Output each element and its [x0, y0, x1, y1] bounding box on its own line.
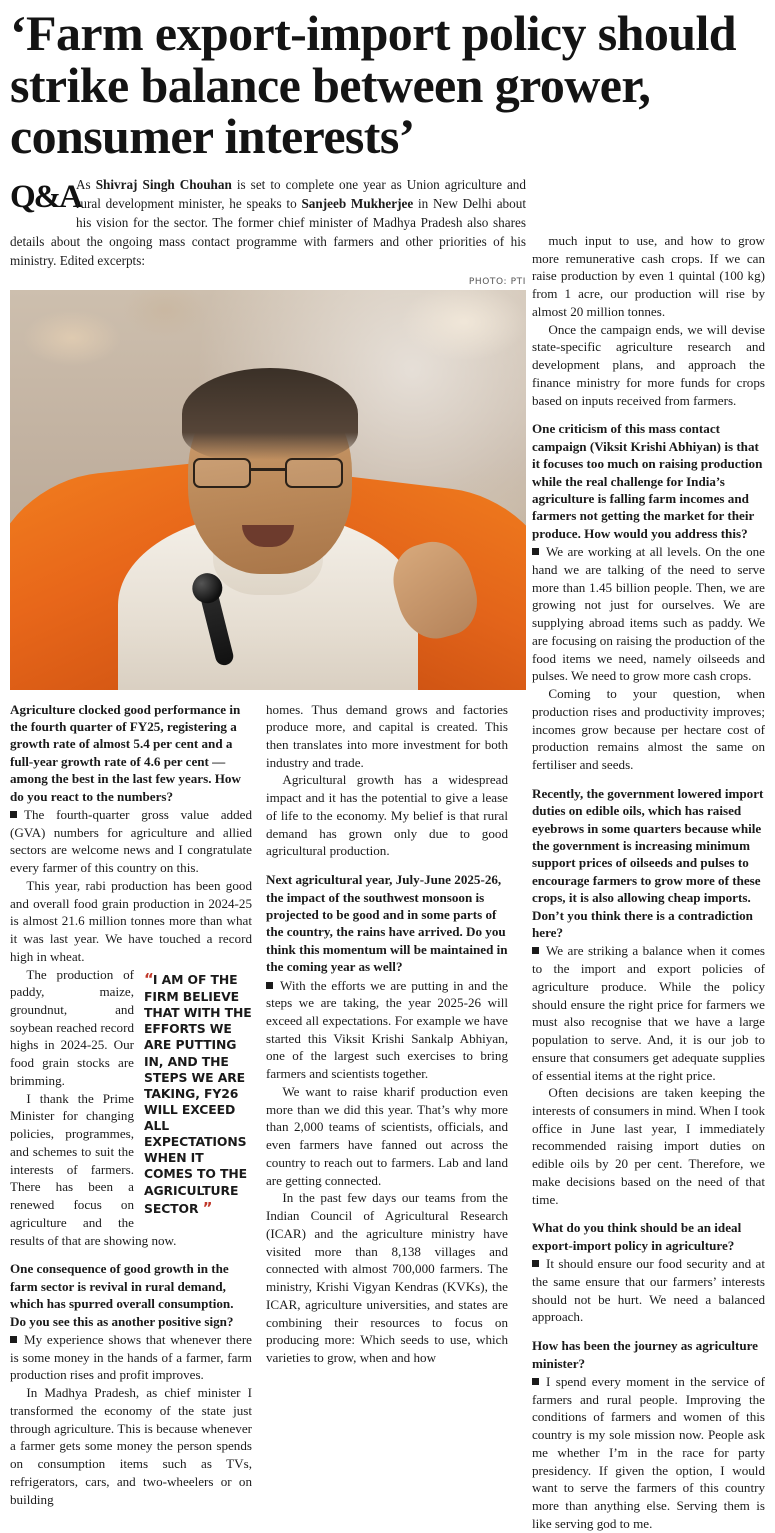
- answer-text: It should ensure our food security and at the same ensure that our farmers’ interests should not be hurt. We need a balanced approach.: [532, 1256, 765, 1325]
- question-heading: What do you think should be an ideal export-import policy in agriculture?: [532, 1220, 742, 1253]
- standfirst-block: [10, 175, 526, 270]
- question-heading: One criticism of this mass contact campaign (Viksit Krishi Abhiyan) is that it focuses too much on raising production while the real challenge for India’s agriculture is falling farm incomes and farmers not getting the market for their produce. How would you address this?: [532, 421, 763, 541]
- photo-glasses-bridge: [251, 468, 285, 471]
- paragraph: Often decisions are taken keeping the interests of consumers in mind. When I took office in June last year, I immediately recommended raising import duties on edible oils by 20 per cent. Therefore, we make decisions based on the need of that time.: [532, 1085, 765, 1207]
- answer-paragraph: [266, 977, 508, 1083]
- standfirst-text: As Shivraj Singh Chouhan is set to complete one year as Union agriculture and rural development minister, he speaks to Sanjeeb Mukherjee in New Delhi about his vision for the sector. The former chief minister of Madhya Pradesh also shares details about the ongoing mass contact programme with farmers and other priorities of his ministry. Edited excerpts:: [10, 176, 526, 268]
- column-2: [266, 701, 508, 1509]
- pull-quote: [144, 970, 252, 1219]
- pullquote-host: [10, 966, 252, 1250]
- question-heading: Recently, the government lowered import duties on edible oils, which has raised eyebrows in some quarters because while the government is increasing minimum support prices of oilseeds and pulses to encourage farmers to grow more of these crops, it is also allowing cheap imports. Don’t you think there is a contradiction here?: [532, 785, 764, 940]
- photo-glasses: [193, 458, 343, 488]
- paragraph: Coming to your question, when production rises and productivity improves; incomes grow because per hectare cost of production remains almost the same on fertiliser and seeds.: [532, 686, 765, 772]
- photo-credit: PHOTO: PTI: [468, 276, 526, 287]
- photo-hair: [182, 368, 358, 460]
- answer-text: We are working at all levels. On the one hand we are talking of the need to serve more than 1.45 billion people. Then, we are growing not just for ourselves. We are supplying abroad items such as paddy. We are focusing on raising the production of the food items we need, namely oilseeds and pulses. We need to grow more cash crops.: [532, 544, 765, 684]
- answer-text: My experience shows that whenever there is some money in the hands of a farmer, farm production rises and profit improves.: [10, 1331, 252, 1383]
- answer-paragraph: [10, 806, 252, 877]
- answer-text: I spend every moment in the service of farmers and rural people. Improving the conditions of farmers and women of this country is my sole mission now. People ask me whether I’m in the race for party presidency. If given the option, I would want to serve the farmers of this country more than anything else. Serving them is like serving god to me.: [532, 1373, 765, 1531]
- pull-quote-text: I AM OF THE FIRM BELIEVE THAT WITH THE EFFORTS WE ARE PUTTING IN, AND THE STEPS WE ARE TAKING, FY26 WILL EXCEED ALL EXPECTATIONS WHEN IT COMES TO THE AGRICULTURE SECTOR: [144, 971, 252, 1216]
- answer-text: We are striking a balance when it comes to the import and export policies of agriculture produce. While the policy should ensure the right price for farmers we must also recognise that we have a large population to serve. And, it is our job to ensure that consumers get adequate supplies of essential items at the right price.: [532, 943, 765, 1083]
- question-heading: One consequence of good growth in the farm sector is revival in rural demand, which has spurred overall consumption. Do you see this as another positive sign?: [10, 1261, 234, 1329]
- paragraph: homes. Thus demand grows and factories produce more, and capital is created. This then translates into more investment for both industry and trade.: [266, 701, 508, 770]
- paragraph: Once the campaign ends, we will devise state-specific agriculture research and development plans, and approach the finance ministry for more funds for crops based on inputs received from farmers.: [532, 321, 765, 408]
- answer-bullet-icon: [10, 811, 17, 818]
- paragraph: We want to raise kharif production even more than we did this year. That’s why more than 2,000 teams of scientists, officials, and even farmers have fanned out across the country to reach out to farmers. Lab and land are getting connected.: [266, 1083, 508, 1188]
- answer-bullet-icon: [532, 548, 539, 555]
- question-heading: How has been the journey as agriculture minister?: [532, 1338, 758, 1371]
- question-heading: Next agricultural year, July-June 2025-26, the impact of the southwest monsoon is projected to be good and in some parts of the country, the rains have arrived. Do you think this momentum will be maintained in the coming year as well?: [266, 872, 508, 975]
- answer-text: With the efforts we are putting in and the steps we are taking, the year 2025-26 will exceed all expectations. For example we have started this Viksit Krishi Sankalp Abhiyan, one of the largest such exercises to bring farmers and scientists together.: [266, 977, 508, 1082]
- answer-paragraph: [10, 1331, 252, 1384]
- paragraph: The production of paddy, maize, groundnut, and soybean reached record highs in 2024-25. Our food grain stocks are brimming.: [10, 966, 134, 1088]
- photo-lens-left: [193, 458, 251, 488]
- page-title: ‘Farm export-import policy should strike balance between grower, consumer interests’: [10, 5, 736, 164]
- quote-close-icon: ”: [202, 1198, 212, 1217]
- quote-open-icon: “: [144, 969, 153, 988]
- paragraph: This year, rabi production has been good and overall food grain production in 2024-25 is almost 21.6 million tonnes more than what it was last year. We have touched a record high in wheat.: [10, 877, 252, 964]
- article-photo: [10, 290, 526, 690]
- column-3-spacer: [522, 701, 765, 1509]
- paragraph: In Madhya Pradesh, as chief minister I transformed the economy of the state just through agriculture. This is because whenever a farmer gets some money the person spends on consumption items such as TVs, refrigerators, cars, and two-wheelers or on building: [10, 1385, 252, 1507]
- answer-bullet-icon: [266, 982, 273, 989]
- paragraph: I thank the Prime Minister for changing policies, programmes, and schemes to suit the interests of farmers. There has been a renewed focus on agriculture and the results of that are showing now.: [10, 1090, 177, 1248]
- paragraph: In the past few days our teams from the Indian Council of Agricultural Research (ICAR) and the agriculture ministry have visited more than 8,138 villages and connected with almost 700,000 farmers. The ministry, Krishi Vigyan Kendras (KVKs), the ICAR, agriculture universities, and states are combining their resources to focus on producing more: Which seeds to use, which varieties to grow, when and how: [266, 1190, 508, 1365]
- question-heading: Agriculture clocked good performance in the fourth quarter of FY25, registering a growth rate of almost 5.4 per cent and a full-year growth rate of 4.6 per cent — among the best in the last few years. How do you react to the numbers?: [10, 701, 241, 804]
- answer-text: The fourth-quarter gross value added (GVA) numbers for agriculture and allied sectors are welcome news and I congratulate every farmer of this country on this.: [10, 806, 252, 876]
- column-1: [10, 701, 252, 1509]
- paragraph: much input to use, and how to grow more remunerative cash crops. If we can raise production by even 1 quintal (100 kg) from 1 acre, our production will rise by almost 20 million tonnes.: [532, 233, 765, 319]
- paragraph: Agricultural growth has a widespread impact and it has the potential to give a lease of life to the economy. My belief is that rural demand has grown only due to good agricultural production.: [266, 772, 508, 859]
- article-body-columns: [10, 701, 765, 1509]
- answer-paragraph: [532, 543, 765, 685]
- answer-bullet-icon: [10, 1336, 17, 1343]
- qa-badge: Q&A: [10, 178, 81, 215]
- photo-lens-right: [285, 458, 343, 488]
